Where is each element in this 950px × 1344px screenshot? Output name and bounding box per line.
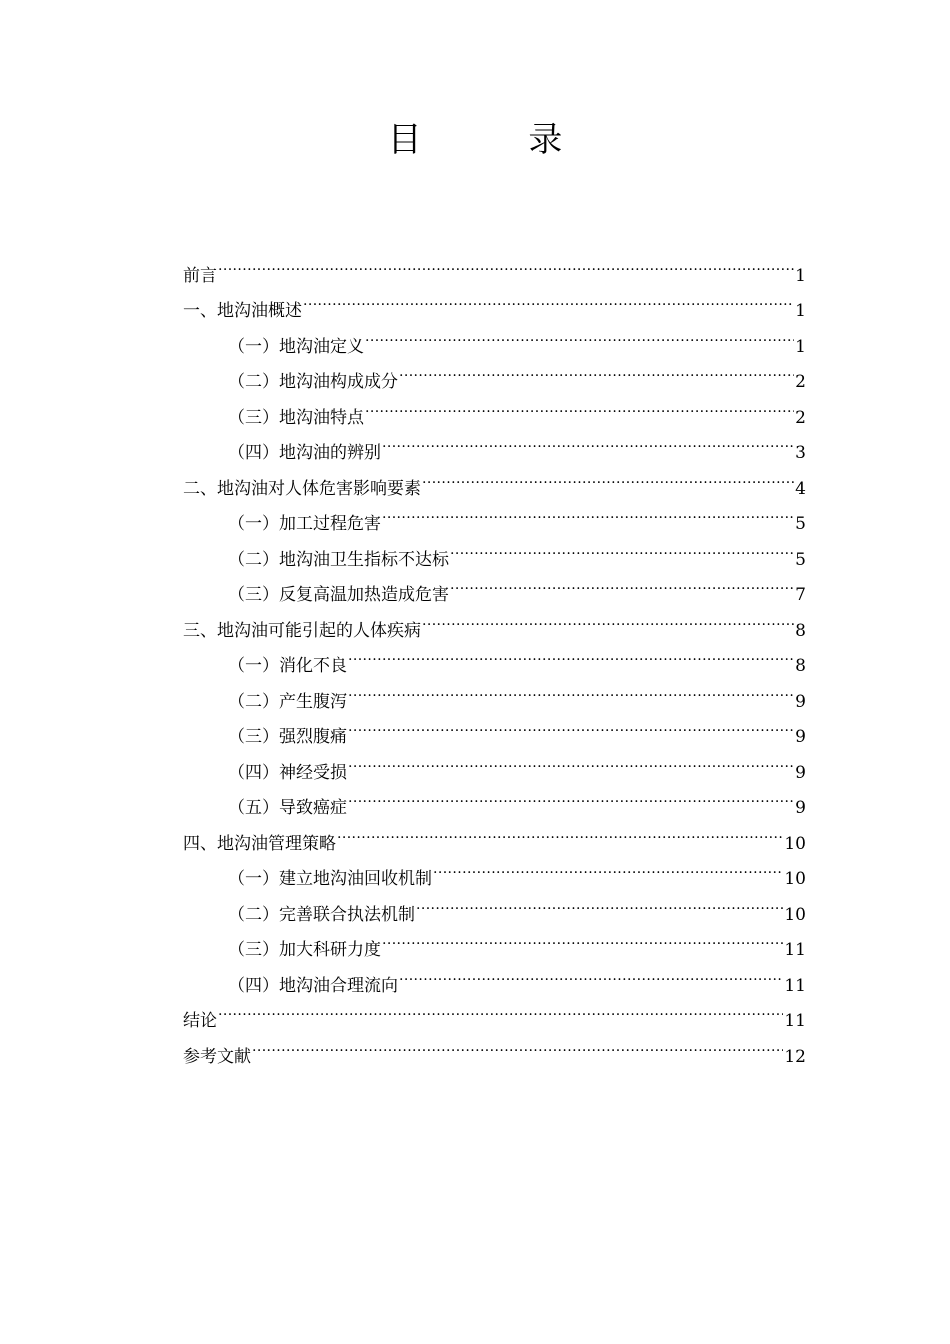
- toc-entry-label: （二）地沟油构成成分: [228, 372, 398, 392]
- toc-entry-page-number: 7: [795, 585, 806, 605]
- toc-entry-page-number: 10: [784, 904, 806, 925]
- toc-entry-page-number: 8: [795, 620, 806, 641]
- toc-entry-label: 前言: [183, 265, 217, 286]
- toc-dot-leader: [348, 671, 794, 707]
- toc-dot-leader: [450, 529, 794, 565]
- toc-entry-page-number: 1: [795, 336, 806, 357]
- toc-entry-page-number: 10: [784, 833, 806, 854]
- toc-entry-page-number: 12: [784, 1046, 806, 1067]
- toc-dot-leader: [348, 707, 794, 743]
- toc-dot-leader: [450, 565, 794, 601]
- toc-dot-leader: [218, 245, 794, 281]
- toc-dot-leader: [422, 600, 794, 636]
- toc-dot-leader: [303, 281, 794, 317]
- toc-entry-label: 三、地沟油可能引起的人体疾病: [183, 620, 421, 641]
- toc-entry-label: （一）建立地沟油回收机制: [228, 869, 432, 889]
- toc-entry-label: （三）强烈腹痛: [228, 727, 347, 747]
- toc-entry-page-number: 9: [795, 727, 806, 747]
- toc-entry-label: （二）产生腹泻: [228, 691, 347, 712]
- toc-entry-label: （一）地沟油定义: [228, 336, 364, 357]
- toc-dot-leader: [252, 1026, 783, 1062]
- toc-entry-label: （二）地沟油卫生指标不达标: [228, 549, 449, 570]
- toc-entry-page-number: 11: [784, 1011, 806, 1031]
- toc-entry-page-number: 11: [784, 975, 806, 996]
- toc-dot-leader: [348, 636, 794, 672]
- toc-dot-leader: [218, 991, 783, 1027]
- toc-entry-page-number: 3: [795, 443, 806, 463]
- toc-dot-leader: [382, 920, 783, 956]
- toc-entry[interactable]: [183, 281, 806, 321]
- toc-entry-label: （三）地沟油特点: [228, 407, 364, 428]
- toc-entry-page-number: 8: [795, 656, 806, 676]
- toc-dot-leader: [348, 778, 794, 814]
- toc-dot-leader: [337, 813, 783, 849]
- toc-entry-label: （三）加大科研力度: [228, 940, 381, 960]
- toc-entry-page-number: 10: [784, 869, 806, 889]
- toc-entry-label: （一）加工过程危害: [228, 514, 381, 534]
- toc-entry-label: 结论: [183, 1011, 217, 1031]
- toc-dot-leader: [382, 494, 794, 530]
- toc-entry[interactable]: [183, 245, 806, 286]
- toc-entry-page-number: 1: [795, 265, 806, 286]
- toc-entry-page-number: 5: [795, 514, 806, 534]
- toc-entry-label: （五）导致癌症: [228, 798, 347, 818]
- toc-dot-leader: [382, 423, 794, 459]
- toc-dot-leader: [416, 884, 783, 920]
- toc-entry-label: （四）地沟油的辨别: [228, 443, 381, 463]
- toc-entry-page-number: 9: [795, 798, 806, 818]
- toc-entry-label: （四）神经受损: [228, 762, 347, 783]
- toc-entry-label: （二）完善联合执法机制: [228, 904, 415, 925]
- toc-dot-leader: [365, 387, 794, 423]
- toc-entry-label: 四、地沟油管理策略: [183, 833, 336, 854]
- toc-entry-page-number: 11: [784, 940, 806, 960]
- toc-entry-label: 参考文献: [183, 1046, 251, 1067]
- toc-entry-label: （一）消化不良: [228, 656, 347, 676]
- toc-entry[interactable]: [183, 1026, 806, 1067]
- toc-title: 目 录: [387, 120, 611, 160]
- toc-dot-leader: [399, 352, 794, 388]
- toc-entry[interactable]: [183, 991, 806, 1031]
- toc-entry-label: （三）反复高温加热造成危害: [228, 585, 449, 605]
- toc-entry-label: 一、地沟油概述: [183, 301, 302, 321]
- toc-entry-page-number: 1: [795, 301, 806, 321]
- toc-entry-page-number: 2: [795, 372, 806, 392]
- toc-entry-page-number: 9: [795, 691, 806, 712]
- toc-entry-page-number: 4: [795, 478, 806, 499]
- toc-entry-label: 二、地沟油对人体危害影响要素: [183, 478, 421, 499]
- toc-entry-page-number: 5: [795, 549, 806, 570]
- toc-dot-leader: [433, 849, 783, 885]
- toc-entry-page-number: 9: [795, 762, 806, 783]
- toc-entry-page-number: 2: [795, 407, 806, 428]
- toc-dot-leader: [422, 458, 794, 494]
- toc-list: [183, 245, 806, 1067]
- toc-dot-leader: [399, 955, 783, 991]
- toc-dot-leader: [365, 316, 794, 352]
- toc-entry-label: （四）地沟油合理流向: [228, 975, 398, 996]
- toc-dot-leader: [348, 742, 794, 778]
